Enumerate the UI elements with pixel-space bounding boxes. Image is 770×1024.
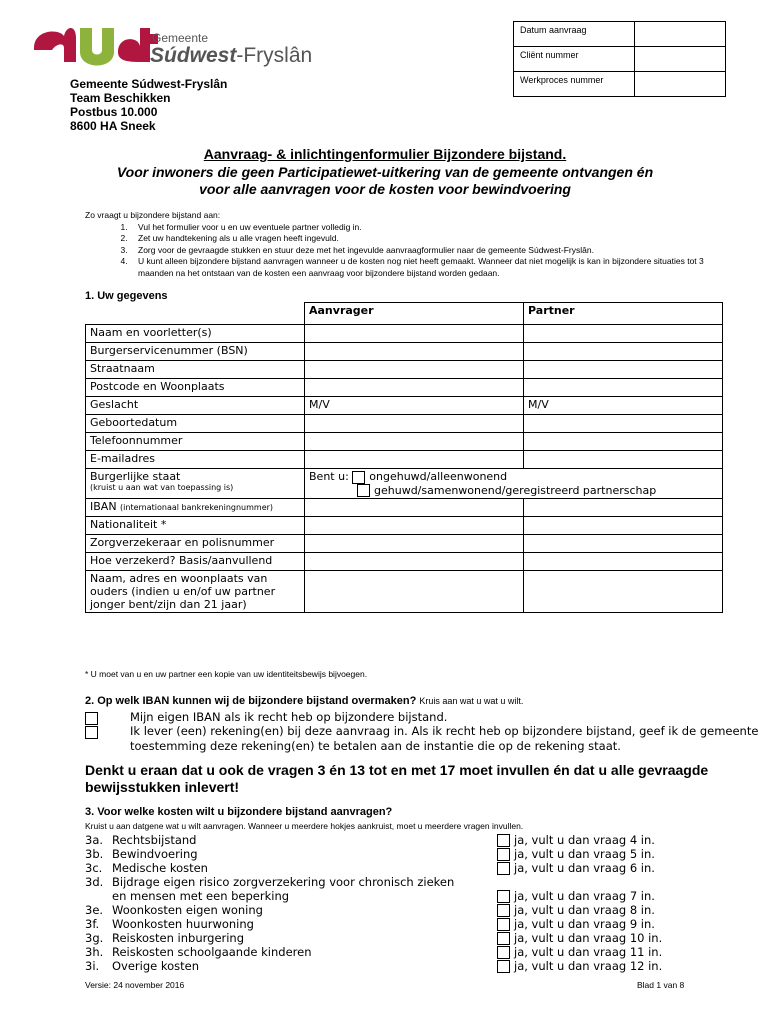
cost-answer: ja, vult u dan vraag 8 in. xyxy=(497,903,655,917)
partner-field[interactable] xyxy=(524,499,723,517)
instruction-item: 3. Zorg voor de gevraagde stukken en stuur deze met het ingevulde aanvraagformulier naar de gemeente Súdwest-Fryslân. xyxy=(130,245,725,257)
checkbox-3i[interactable] xyxy=(497,960,510,973)
logo-name: Súdwest-Fryslân xyxy=(150,44,313,67)
checkbox-unmarried[interactable] xyxy=(352,471,365,484)
checkbox-3h[interactable] xyxy=(497,946,510,959)
row-label: E-mailadres xyxy=(86,451,305,469)
partner-gender[interactable]: M/V xyxy=(524,397,723,415)
col-partner: Partner xyxy=(524,303,723,325)
partner-field[interactable] xyxy=(524,361,723,379)
iban-option-own: Mijn eigen IBAN als ik recht heb op bijzondere bijstand. xyxy=(85,710,745,726)
section-3-hint: Kruist u aan datgene wat u wilt aanvragen. Wanneer u meerdere hokjes aankruist, moet u meerdere vragen invullen. xyxy=(85,821,524,831)
applicant-field[interactable] xyxy=(305,325,524,343)
cost-answer: ja, vult u dan vraag 9 in. xyxy=(497,917,655,931)
admin-label: Werkproces nummer xyxy=(514,72,635,97)
applicant-field[interactable] xyxy=(305,433,524,451)
cost-answer: ja, vult u dan vraag 5 in. xyxy=(497,847,655,861)
instruction-item: 4. U kunt alleen bijzondere bijstand aanvragen wanneer u de kosten nog niet heeft gemaakt. Wanneer dat niet mogelijk is kan in bijzondere situaties tot 3 maanden na het ontstaan van de kosten een aanvraag voor bijzondere bijstand worden gedaan. xyxy=(130,256,725,279)
checkbox-married[interactable] xyxy=(357,484,370,497)
form-title: Aanvraag- & inlichtingenformulier Bijzondere bijstand. xyxy=(203,146,567,162)
applicant-field[interactable] xyxy=(305,343,524,361)
row-label: Straatnaam xyxy=(86,361,305,379)
instruction-item: 1. Vul het formulier voor u en uw eventuele partner volledig in. xyxy=(130,222,725,234)
partner-field[interactable] xyxy=(524,415,723,433)
admin-value-field[interactable] xyxy=(635,72,726,97)
cost-answer: ja, vult u dan vraag 6 in. xyxy=(497,861,655,875)
partner-field[interactable] xyxy=(524,571,723,613)
cost-answer: ja, vult u dan vraag 12 in. xyxy=(497,959,662,973)
row-label: Hoe verzekerd? Basis/aanvullend xyxy=(86,553,305,571)
partner-field[interactable] xyxy=(524,379,723,397)
checkbox-3c[interactable] xyxy=(497,862,510,875)
row-label: Naam, adres en woonplaats van ouders (indien u en/of uw partner jonger bent/zijn dan 21 jaar) xyxy=(86,571,305,613)
checkbox-3g[interactable] xyxy=(497,932,510,945)
form-subtitle: Voor inwoners die geen Participatiewet-uitkering van de gemeente ontvangen én voor alle aanvragen voor de kosten voor bewindvoering xyxy=(116,164,654,197)
cost-answer: ja, vult u dan vraag 10 in. xyxy=(497,931,662,945)
row-label: Zorgverzekeraar en polisnummer xyxy=(86,535,305,553)
logo-gemeente-text: Gemeente xyxy=(152,31,209,45)
col-applicant: Aanvrager xyxy=(305,303,524,325)
applicant-field[interactable] xyxy=(305,379,524,397)
admin-label: Datum aanvraag xyxy=(514,22,635,47)
applicant-field[interactable] xyxy=(305,517,524,535)
row-label: Geboortedatum xyxy=(86,415,305,433)
checkbox-3d[interactable] xyxy=(497,890,510,903)
partner-field[interactable] xyxy=(524,553,723,571)
marital-status-options: Bent u: ongehuwd/alleenwonend gehuwd/samenwonend/geregistreerd partnerschap xyxy=(305,469,723,499)
admin-value-field[interactable] xyxy=(635,22,726,47)
applicant-field[interactable] xyxy=(305,415,524,433)
applicant-gender[interactable]: M/V xyxy=(305,397,524,415)
instructions: Zo vraagt u bijzondere bijstand aan: 1. Vul het formulier voor u en uw eventuele partner volledig in. 2. Zet uw handtekening als u alle vragen heeft ingevuld. 3. Zorg voor de gevraagde stukken en stuur deze met het ingevulde aanvraagformulier naar de gemeente Súdwest-Fryslân. 4. U kunt alleen bijzondere bijstand aanvragen wanneer u de kosten nog niet heeft gemaakt. Wanneer dat niet mogelijk is kan in bijzondere situaties tot 3 maanden na het ontstaan van de kosten een aanvraag voor bijzondere bijstand worden gedaan. xyxy=(85,210,725,279)
checkbox-3e[interactable] xyxy=(497,904,510,917)
checkbox-3f[interactable] xyxy=(497,918,510,931)
partner-field[interactable] xyxy=(524,343,723,361)
partner-field[interactable] xyxy=(524,433,723,451)
checkbox-invoice[interactable] xyxy=(85,726,98,739)
row-label: Naam en voorletter(s) xyxy=(86,325,305,343)
iban-option-invoice: Ik lever (een) rekening(en) bij deze aanvraag in. Als ik recht heb op bijzondere bijstand, geef ik de gemeente toestemming deze rekening(en) te betalen aan de instantie die op de rekening staat. xyxy=(85,724,745,756)
section-2-title: 2. Op welk IBAN kunnen wij de bijzondere bijstand overmaken? Kruis aan wat u wat u wilt. xyxy=(85,695,524,707)
section-1-title: 1. Uw gegevens xyxy=(85,290,168,302)
cost-answer: ja, vult u dan vraag 4 in. xyxy=(497,833,655,847)
cost-answer: ja, vult u dan vraag 11 in. xyxy=(497,945,662,959)
marital-status-label: Burgerlijke staat (kruist u aan wat van toepassing is) xyxy=(86,469,305,499)
checkbox-3b[interactable] xyxy=(497,848,510,861)
applicant-field[interactable] xyxy=(305,451,524,469)
admin-label: Cliënt nummer xyxy=(514,47,635,72)
partner-field[interactable] xyxy=(524,517,723,535)
partner-field[interactable] xyxy=(524,535,723,553)
footnote: * U moet van u en uw partner een kopie van uw identiteitsbewijs bijvoegen. xyxy=(85,669,368,679)
row-label: Telefoonnummer xyxy=(86,433,305,451)
sender-address: Gemeente Súdwest-Fryslân Team Beschikken Postbus 10.000 8600 HA Sneek xyxy=(70,77,228,133)
instruction-item: 2. Zet uw handtekening als u alle vragen heeft ingevuld. xyxy=(130,233,725,245)
personal-data-table xyxy=(85,302,723,613)
partner-field[interactable] xyxy=(524,325,723,343)
applicant-field[interactable] xyxy=(305,571,524,613)
applicant-field[interactable] xyxy=(305,499,524,517)
iban-label: IBAN (internationaal bankrekeningnummer) xyxy=(86,499,305,517)
cost-answer: ja, vult u dan vraag 7 in. xyxy=(497,889,655,903)
row-label: Geslacht xyxy=(86,397,305,415)
partner-field[interactable] xyxy=(524,451,723,469)
row-label: Nationaliteit * xyxy=(86,517,305,535)
applicant-field[interactable] xyxy=(305,361,524,379)
checkbox-3a[interactable] xyxy=(497,834,510,847)
admin-box xyxy=(513,21,726,97)
reminder-text: Denkt u eraan dat u ook de vragen 3 én 13 tot en met 17 moet invullen én dat u alle gevraagde bewijsstukken inlevert! xyxy=(85,762,709,795)
page-number: Blad 1 van 8 xyxy=(637,980,685,990)
row-label: Burgerservicenummer (BSN) xyxy=(86,343,305,361)
applicant-field[interactable] xyxy=(305,553,524,571)
applicant-field[interactable] xyxy=(305,535,524,553)
row-label: Postcode en Woonplaats xyxy=(86,379,305,397)
version-text: Versie: 24 november 2016 xyxy=(85,980,185,990)
section-3-title: 3. Voor welke kosten wilt u bijzondere bijstand aanvragen? xyxy=(85,806,393,818)
admin-value-field[interactable] xyxy=(635,47,726,72)
